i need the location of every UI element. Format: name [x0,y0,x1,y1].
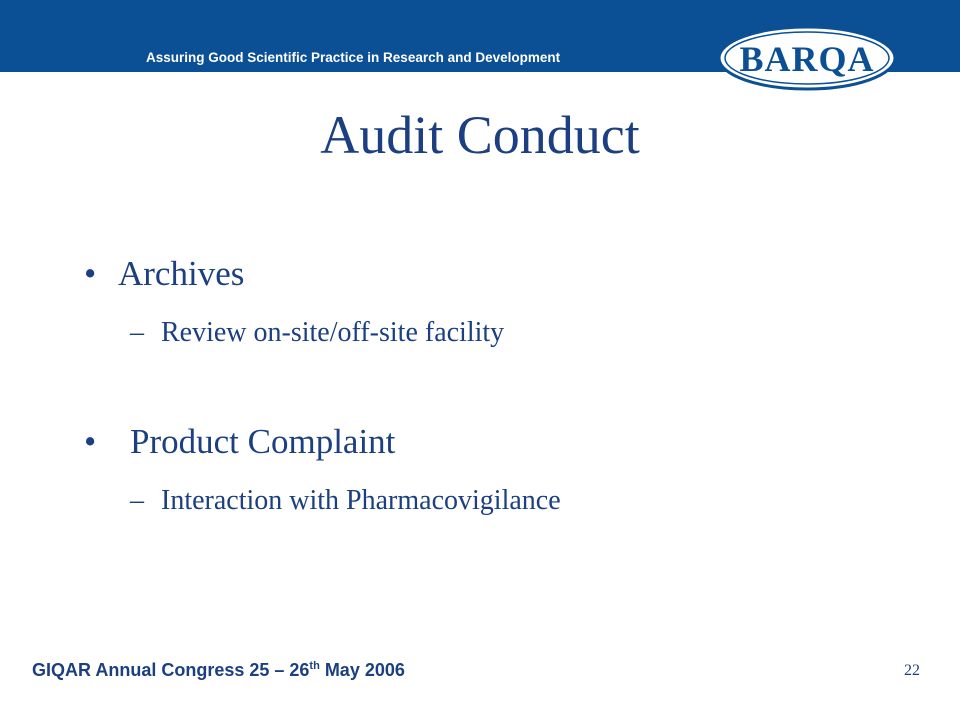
header-tagline: Assuring Good Scientific Practice in Research and Development [146,50,561,65]
footer-event [32,660,405,681]
bullet-glyph: • [84,422,97,461]
slide-title: Audit Conduct [320,105,640,165]
page-number: 22 [904,662,920,679]
dash-glyph: – [130,485,144,516]
logo-text: BARQA [739,39,875,79]
sub-bullet-text: Interaction with Pharmacovigilance [161,485,561,516]
bullet-text: Archives [118,254,245,293]
sub-bullet-text: Review on-site/off-site facility [161,317,505,348]
dash-glyph: – [130,317,144,348]
footer-event-sup: th [309,660,320,672]
footer-event-suffix: May 2006 [319,660,405,680]
barqa-logo [716,24,898,92]
bullet-glyph: • [84,254,97,293]
bullet-text: Product Complaint [130,422,396,461]
footer-event-prefix: GIQAR Annual Congress 25 – 26 [32,660,310,680]
